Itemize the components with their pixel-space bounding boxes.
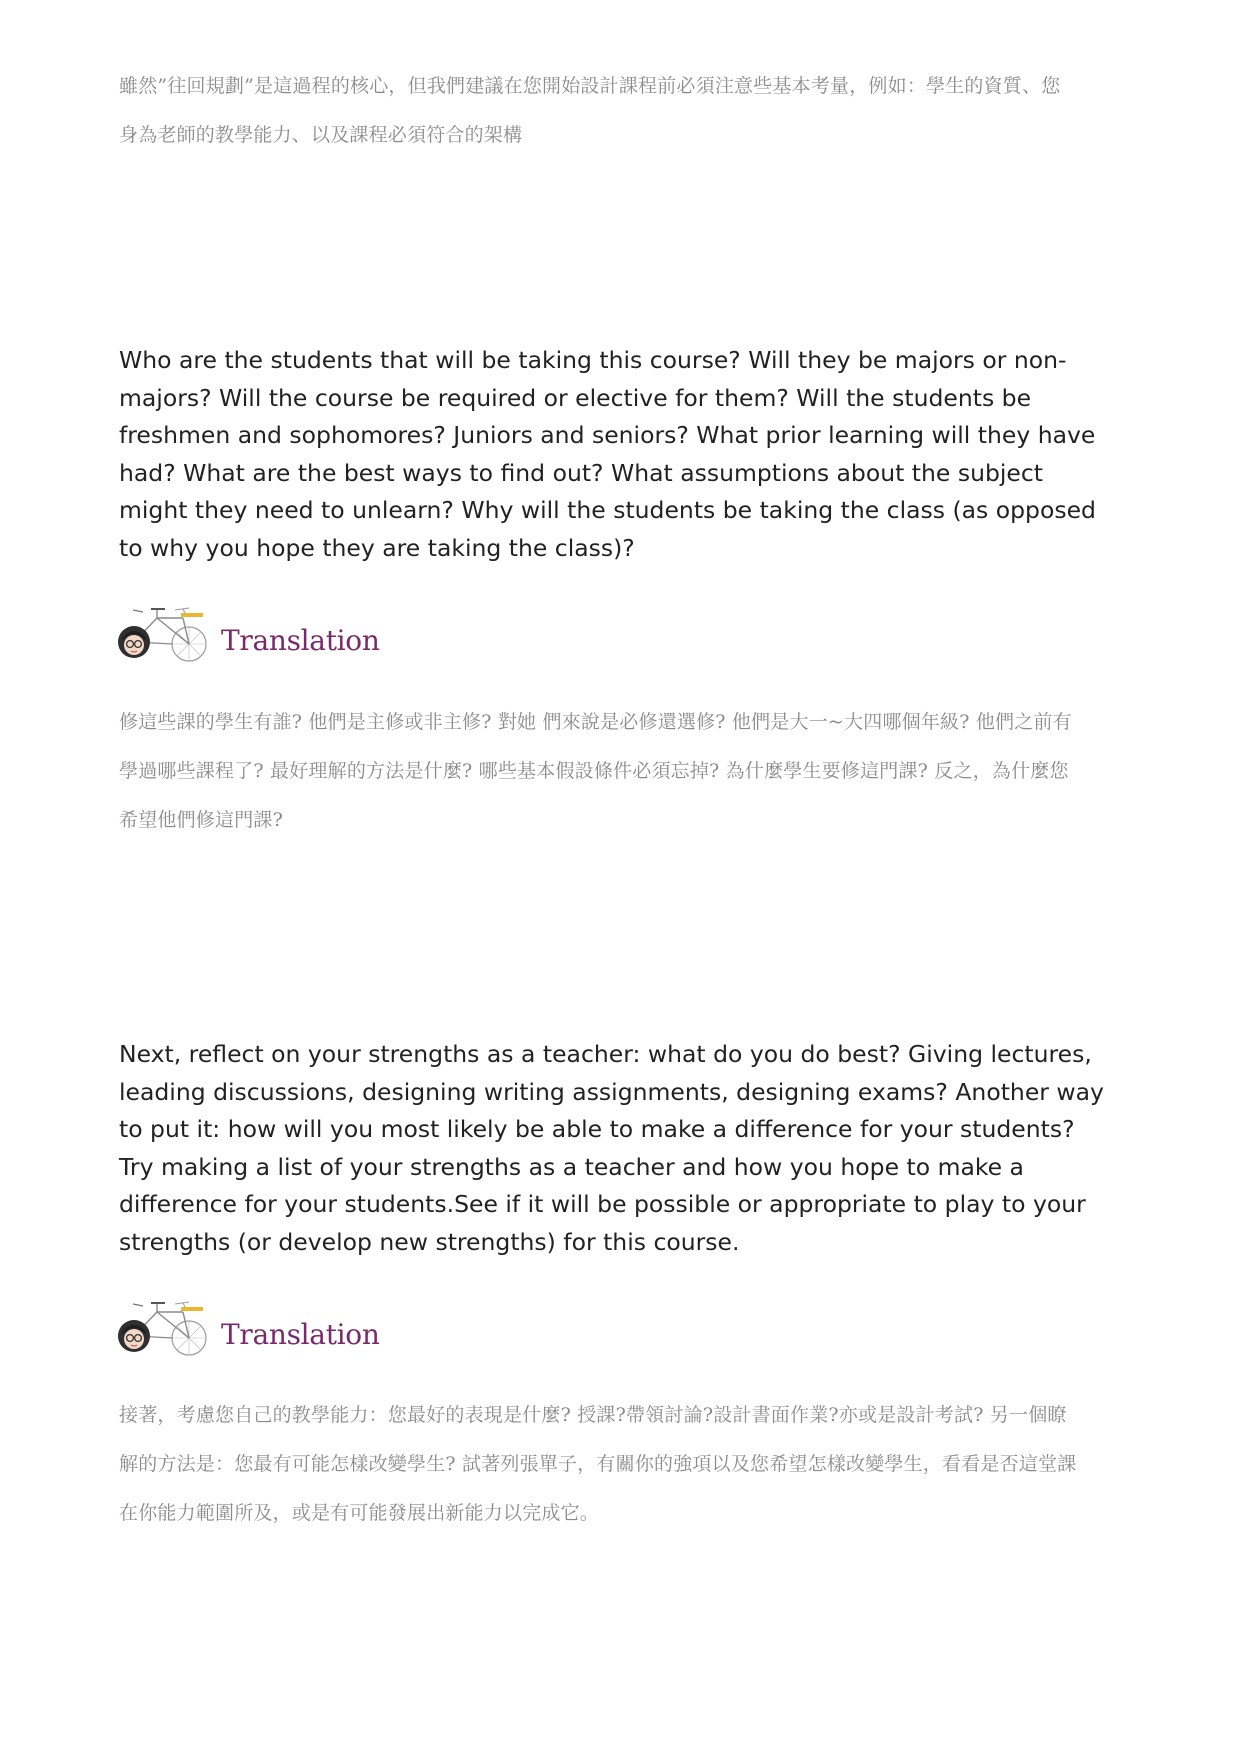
translation-logo [117,598,380,670]
strengths-chinese-paragraph: 接著，考慮您自己的教學能力：您最好的表現是什麼? 授課?帶領討論?設計書面作業?亦或是設計考試? 另一個瞭解的方法是：您最有可能怎樣改變學生? 試著列張單子，有關你的強項以及您希望怎樣改變學生，看看是否這堂課在你能力範圍所及，或是有可能發展出新能力以完成它。 [119,1404,1077,1524]
translation-logo-label: Translation [221,1318,380,1351]
strengths-english-paragraph: Next, reflect on your strengths as a teacher: what do you do best? Giving lectures, leading discussions, designing writing assignments, designing exams? Another way to put it: how will you most likely be able to make a difference for your students? Try making a list of your strengths as a teacher and how you hope to make a difference for your students.See if it will be possible or appropriate to play to your strengths (or develop new strengths) for this course. [119,1040,1104,1256]
bicycle-with-girl-icon [117,1292,227,1364]
students-chinese-paragraph: 修這些課的學生有誰? 他們是主修或非主修? 對她 們來說是必修還選修? 他們是大一~大四哪個年級? 他們之前有學過哪些課程了? 最好理解的方法是什麼? 哪些基本假設條件必須忘掉? 為什麼學生要修這門課? 反之，為什麼您希望他們修這門課? [119,711,1072,831]
intro-chinese-paragraph: 雖然”往回規劃”是這過程的核心，但我們建議在您開始設計課程前必須注意些基本考量，例如：學生的資質、您身為老師的教學能力、以及課程必須符合的架構 [119,75,1061,146]
students-english-paragraph: Who are the students that will be taking this course? Will they be majors or non-majors? Will the course be required or elective for them? Will the students be freshmen and sophomores? Juniors and seniors? What prior learning will they have had? What are the best ways to find out? What assumptions about the subject might they need to unlearn? Why will the students be taking the class (as opposed to why you hope they are taking the class)? [119,346,1096,562]
bicycle-with-girl-icon [117,598,227,670]
translation-logo [117,1292,380,1364]
translation-logo-label: Translation [221,624,380,657]
